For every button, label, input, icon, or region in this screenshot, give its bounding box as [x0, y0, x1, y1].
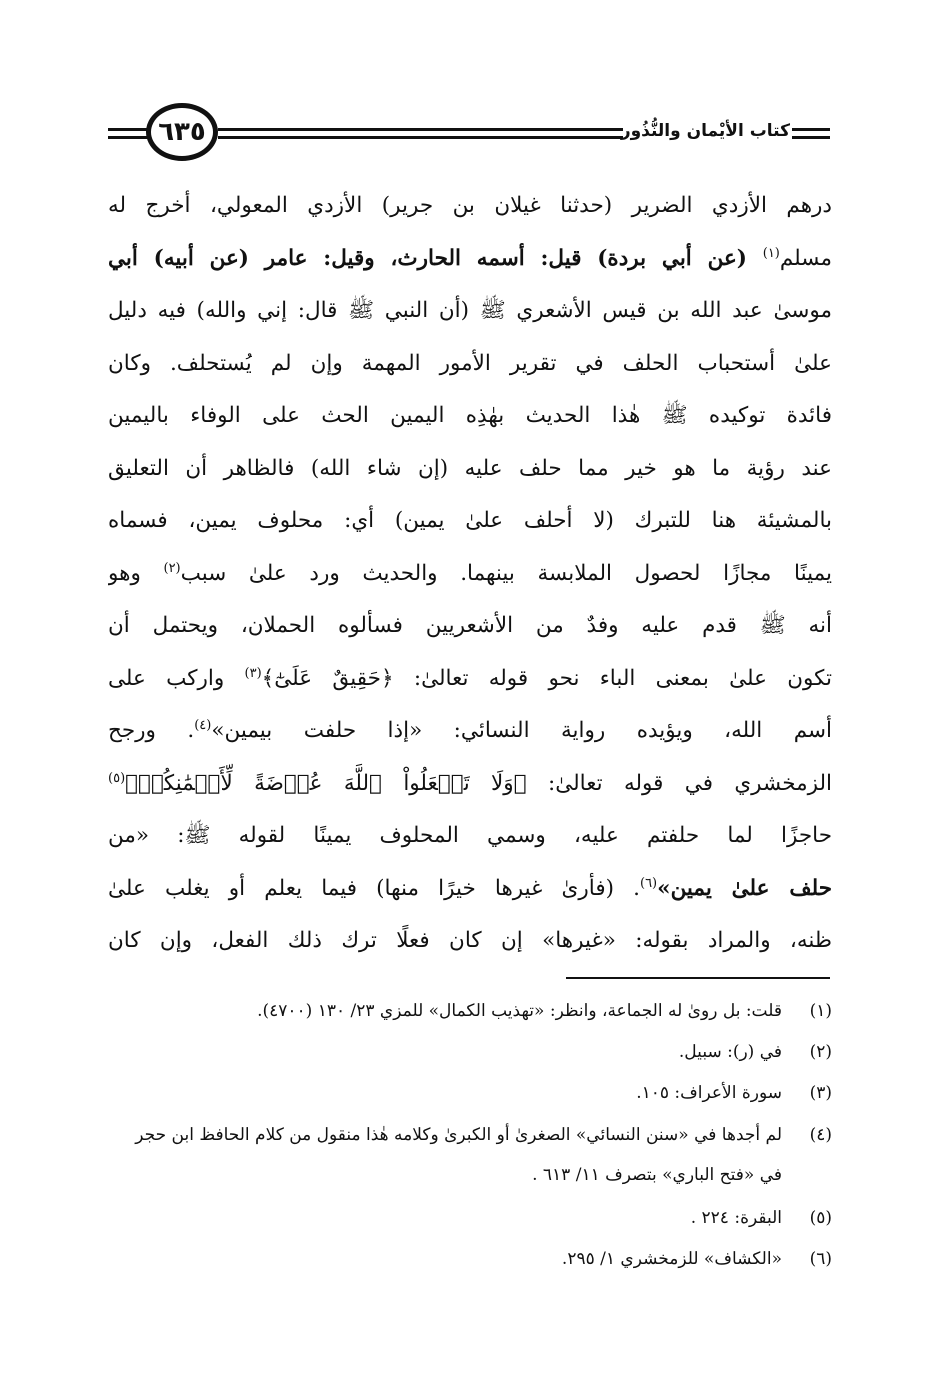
text-span: الزمخشري في قوله تعالىٰ: ﴿وَلَا تَجۡعَلُواْ ٱللَّهَ عُرۡضَةً لِّأَيۡمَٰنِكُمۡ﴾: [125, 770, 832, 796]
header-rule: [108, 128, 148, 131]
text-line: [108, 390, 832, 443]
text-span: مسلم: [779, 245, 832, 271]
footnote-ref: (٣): [244, 665, 262, 681]
text-span: أسم الله، ويؤيده رواية النسائي: «إذا حلفت بيمين»: [211, 718, 832, 743]
text-line: [108, 705, 832, 758]
footnote: [108, 1033, 832, 1074]
footnote-number: (١): [809, 1001, 832, 1021]
footnote-text: البقرة: ٢٢٤ .: [690, 1208, 782, 1228]
footnote-number: (٣): [809, 1083, 832, 1103]
text-span: . ورجح: [108, 718, 195, 743]
text-span: موسىٰ عبد الله بن قيس الأشعري ﷺ (أن النبي ﷺ قال: إني والله) فيه دليل: [108, 298, 832, 323]
footnote: [108, 1199, 832, 1240]
text-span: تكون علىٰ بمعنى الباء نحو قوله تعالىٰ: ﴿حَقِيقٌ عَلَىٰٓ﴾: [261, 665, 832, 691]
footnote-number: (٥): [809, 1208, 832, 1228]
footnote-number: (٤): [809, 1125, 832, 1145]
footnote-text: قلت: بل روىٰ له الجماعة، وانظر: «تهذيب الكمال» للمزي ٢٣/ ١٣٠ (٤٧٠٠).: [257, 1001, 782, 1021]
running-title: كتاب الأيْمان والنُّذُور: [620, 121, 790, 141]
header-rule: [218, 128, 623, 131]
text-line: [108, 810, 832, 863]
page-number: ٦٣٥: [158, 117, 206, 147]
text-line: [108, 653, 832, 706]
text-line: [108, 495, 832, 548]
footnote-ref: (٤): [194, 717, 212, 733]
text-span: واركب على: [108, 665, 245, 691]
text-span: بالمشيئة هنا للتبرك (لا أحلف علىٰ يمين) أي: محلوف يمين، فسماه: [108, 508, 832, 533]
text-line: [108, 285, 832, 338]
text-line: [108, 548, 832, 601]
text-span: أنه ﷺ قدم عليه وفدٌ من الأشعريين فسألوه الحملان، ويحتمل أن: [108, 613, 832, 638]
footnote-text: سورة الأعراف: ١٠٥.: [636, 1083, 782, 1103]
text-span: درهم الأزدي الضرير (حدثنا غيلان بن جرير) الأزدي المعولي، أخرج له: [108, 193, 832, 218]
text-line: [108, 600, 832, 653]
text-span: عند رؤية ما هو خير مما حلف عليه (إن شاء الله) فالظاهر أن التعليق: [108, 455, 832, 481]
text-span: ظنه، والمراد بقوله: «غيرها» إن كان فعلًا ترك ذلك الفعل، وإن كان: [108, 928, 832, 953]
text-line: [108, 758, 832, 811]
footnote-text: في (ر): سبيل.: [678, 1042, 782, 1062]
main-text: [108, 180, 832, 968]
header-rule: [792, 136, 830, 139]
text-span: فائدة توكيده ﷺ هٰذا الحديث بهٰذِه اليمين الحث على الوفاء باليمين: [108, 403, 832, 428]
text-span: حلف علىٰ يمين»: [657, 875, 832, 901]
text-line: [108, 338, 832, 391]
footnote: [108, 992, 832, 1033]
footnote-ref: (٢): [163, 560, 181, 576]
footnote-text: لم أجدها في «سنن النسائي» الصغرىٰ أو الكبرىٰ وكلامه هٰذا منقول من كلام الحافظ ابن حجر في «فتح الباري» بتصرف ١١/ ٦١٣ .: [135, 1125, 782, 1185]
text-span: حاجزًا لما حلفتم عليه، وسمي المحلوف يمينًا لقوله ﷺ: «من: [108, 823, 832, 848]
footnote: [108, 1115, 832, 1199]
footnote-number: (٢): [809, 1042, 832, 1062]
text-span: علىٰ أستحباب الحلف في تقرير الأمور المهمة وإن لم يُستحلف. وكان: [108, 350, 832, 376]
footnote-ref: (٦): [639, 875, 658, 891]
header-rule: [218, 136, 623, 139]
footnotes: [108, 992, 832, 1281]
footnote: [108, 1074, 832, 1115]
footnote-separator: [566, 977, 830, 979]
page-number-badge: [146, 103, 218, 161]
text-line: [108, 180, 832, 233]
footnote-text: «الكشاف» للزمخشري ١/ ٢٩٥.: [561, 1249, 782, 1269]
text-line: [108, 915, 832, 968]
text-line: [108, 863, 832, 916]
running-header: [0, 0, 942, 200]
text-span: (عن أبي بردة) قيل: أسمه الحارث، وقيل: عامر (عن أبيه) أبي: [108, 245, 763, 271]
text-span: يمينًا مجازًا لحصول الملابسة بينهما. والحديث ورد علىٰ سبب: [180, 560, 832, 586]
header-rule: [792, 128, 830, 131]
text-span: وهو: [108, 560, 164, 586]
text-span: . (فأرىٰ غيرها خيرًا منها) فيما يعلم أو يغلب علىٰ: [108, 875, 640, 901]
footnote: [108, 1240, 832, 1281]
text-line: [108, 443, 832, 496]
footnote-number: (٦): [809, 1249, 832, 1269]
footnote-ref: (١): [762, 245, 780, 261]
header-rule: [108, 136, 148, 139]
text-line: [108, 233, 832, 286]
footnote-ref: (٥): [108, 770, 126, 786]
